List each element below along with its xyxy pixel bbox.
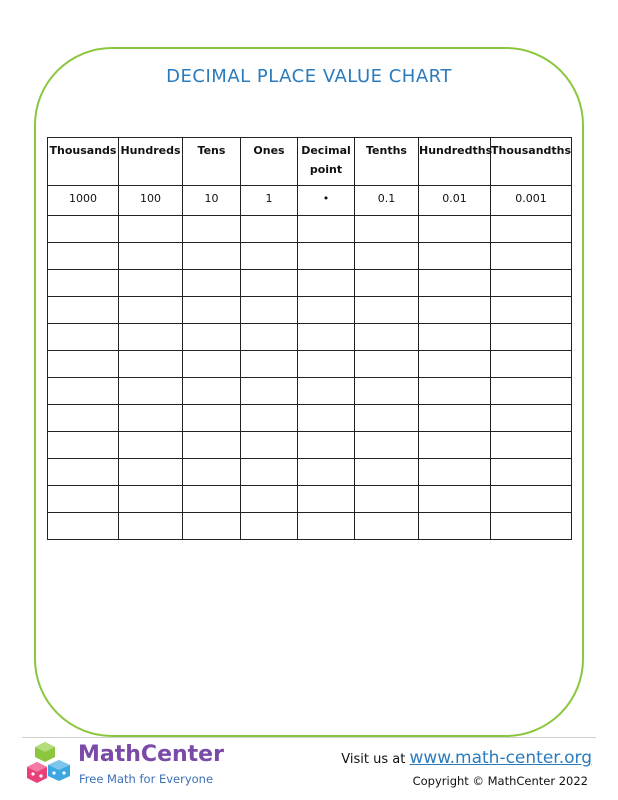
table-row <box>48 216 572 243</box>
header-thousands: Thousands <box>48 138 119 186</box>
table-cell[interactable] <box>48 351 119 378</box>
table-cell[interactable] <box>48 270 119 297</box>
table-row <box>48 459 572 486</box>
table-cell[interactable] <box>355 378 419 405</box>
table-cell[interactable] <box>491 243 572 270</box>
value-tenths: 0.1 <box>355 186 419 216</box>
value-decimal-point: • <box>298 186 355 216</box>
table-cell[interactable] <box>298 459 355 486</box>
table-cell[interactable] <box>183 270 241 297</box>
table-cell[interactable] <box>183 432 241 459</box>
table-cell[interactable] <box>119 432 183 459</box>
table-cell[interactable] <box>419 297 491 324</box>
table-cell[interactable] <box>298 432 355 459</box>
header-tenths: Tenths <box>355 138 419 186</box>
table-cell[interactable] <box>355 270 419 297</box>
value-thousandths: 0.001 <box>491 186 572 216</box>
visit-line <box>341 748 592 768</box>
table-cell[interactable] <box>241 243 298 270</box>
table-cell[interactable] <box>298 270 355 297</box>
table-cell[interactable] <box>298 297 355 324</box>
table-row <box>48 513 572 540</box>
table-cell[interactable] <box>119 378 183 405</box>
table-cell[interactable] <box>48 432 119 459</box>
website-link[interactable]: www.math-center.org <box>409 748 592 768</box>
table-cell[interactable] <box>491 216 572 243</box>
table-cell[interactable] <box>241 486 298 513</box>
visit-prefix: Visit us at <box>341 752 406 767</box>
table-cell[interactable] <box>119 513 183 540</box>
table-cell[interactable] <box>491 324 572 351</box>
table-cell[interactable] <box>491 459 572 486</box>
table-cell[interactable] <box>48 216 119 243</box>
copyright: Copyright © MathCenter 2022 <box>412 774 588 788</box>
table-cell[interactable] <box>419 351 491 378</box>
table-cell[interactable] <box>419 513 491 540</box>
table-cell[interactable] <box>355 405 419 432</box>
table-cell[interactable] <box>298 486 355 513</box>
table-cell[interactable] <box>355 297 419 324</box>
table-cell[interactable] <box>298 378 355 405</box>
table-cell[interactable] <box>48 378 119 405</box>
header-hundreds: Hundreds <box>119 138 183 186</box>
table-cell[interactable] <box>419 378 491 405</box>
table-cell[interactable] <box>241 513 298 540</box>
table-cell[interactable] <box>48 405 119 432</box>
table-cell[interactable] <box>48 486 119 513</box>
table-cell[interactable] <box>183 486 241 513</box>
table-cell[interactable] <box>491 513 572 540</box>
table-cell[interactable] <box>183 351 241 378</box>
table-cell[interactable] <box>48 324 119 351</box>
table-cell[interactable] <box>48 513 119 540</box>
table-cell[interactable] <box>419 216 491 243</box>
table-cell[interactable] <box>355 432 419 459</box>
table-cell[interactable] <box>241 351 298 378</box>
table-cell[interactable] <box>183 405 241 432</box>
header-thousandths: Thousandths <box>491 138 572 186</box>
table-cell[interactable] <box>241 216 298 243</box>
table-cell[interactable] <box>183 243 241 270</box>
table-cell[interactable] <box>419 459 491 486</box>
table-cell[interactable] <box>183 324 241 351</box>
table-cell[interactable] <box>119 270 183 297</box>
table-cell[interactable] <box>241 270 298 297</box>
worksheet-title: DECIMAL PLACE VALUE CHART <box>166 66 452 87</box>
table-cell[interactable] <box>298 243 355 270</box>
table-cell[interactable] <box>183 459 241 486</box>
table-cell[interactable] <box>298 324 355 351</box>
table-cell[interactable] <box>241 405 298 432</box>
table-row <box>48 405 572 432</box>
table-cell[interactable] <box>48 297 119 324</box>
value-ones: 1 <box>241 186 298 216</box>
table-cell[interactable] <box>491 486 572 513</box>
table-cell[interactable] <box>119 486 183 513</box>
table-cell[interactable] <box>183 513 241 540</box>
table-row <box>48 432 572 459</box>
table-header-row <box>48 138 572 186</box>
table-cell[interactable] <box>491 270 572 297</box>
table-cell[interactable] <box>491 378 572 405</box>
table-row <box>48 378 572 405</box>
table-cell[interactable] <box>298 351 355 378</box>
brand-name: MathCenter <box>78 742 224 767</box>
header-ones: Ones <box>241 138 298 186</box>
table-cell[interactable] <box>419 324 491 351</box>
table-cell[interactable] <box>491 297 572 324</box>
table-cell[interactable] <box>183 378 241 405</box>
value-hundreds: 100 <box>119 186 183 216</box>
table-cell[interactable] <box>491 351 572 378</box>
table-cell[interactable] <box>355 216 419 243</box>
header-hundredths: Hundredths <box>419 138 491 186</box>
value-thousands: 1000 <box>48 186 119 216</box>
table-row <box>48 324 572 351</box>
table-cell[interactable] <box>355 351 419 378</box>
table-cell[interactable] <box>355 513 419 540</box>
table-cell[interactable] <box>119 324 183 351</box>
header-decimal-point: Decimal point <box>298 138 355 186</box>
value-hundredths: 0.01 <box>419 186 491 216</box>
table-cell[interactable] <box>298 513 355 540</box>
table-cell[interactable] <box>355 486 419 513</box>
table-row <box>48 270 572 297</box>
table-cell[interactable] <box>119 297 183 324</box>
table-cell[interactable] <box>183 297 241 324</box>
table-cell[interactable] <box>419 270 491 297</box>
place-value-table <box>47 137 572 540</box>
table-row <box>48 351 572 378</box>
table-cell[interactable] <box>241 297 298 324</box>
table-cell[interactable] <box>119 405 183 432</box>
table-cell[interactable] <box>419 405 491 432</box>
header-tens: Tens <box>183 138 241 186</box>
table-row <box>48 243 572 270</box>
table-cell[interactable] <box>419 432 491 459</box>
table-cell[interactable] <box>298 216 355 243</box>
table-cell[interactable] <box>241 459 298 486</box>
table-row <box>48 486 572 513</box>
footer-divider <box>22 737 596 738</box>
table-cell[interactable] <box>48 459 119 486</box>
table-cell[interactable] <box>183 216 241 243</box>
table-cell[interactable] <box>241 432 298 459</box>
dice-logo-icon <box>25 740 73 788</box>
table-cell[interactable] <box>241 378 298 405</box>
table-cell[interactable] <box>119 243 183 270</box>
table-cell[interactable] <box>355 324 419 351</box>
table-cell[interactable] <box>419 243 491 270</box>
table-cell[interactable] <box>119 351 183 378</box>
value-tens: 10 <box>183 186 241 216</box>
table-cell[interactable] <box>48 243 119 270</box>
table-cell[interactable] <box>419 486 491 513</box>
table-cell[interactable] <box>298 405 355 432</box>
table-cell[interactable] <box>355 243 419 270</box>
table-cell[interactable] <box>491 432 572 459</box>
table-cell[interactable] <box>119 216 183 243</box>
table-cell[interactable] <box>355 459 419 486</box>
table-cell[interactable] <box>241 324 298 351</box>
table-cell[interactable] <box>119 459 183 486</box>
table-values-row <box>48 186 572 216</box>
table-cell[interactable] <box>491 405 572 432</box>
table-row <box>48 297 572 324</box>
brand-tagline: Free Math for Everyone <box>79 772 214 786</box>
